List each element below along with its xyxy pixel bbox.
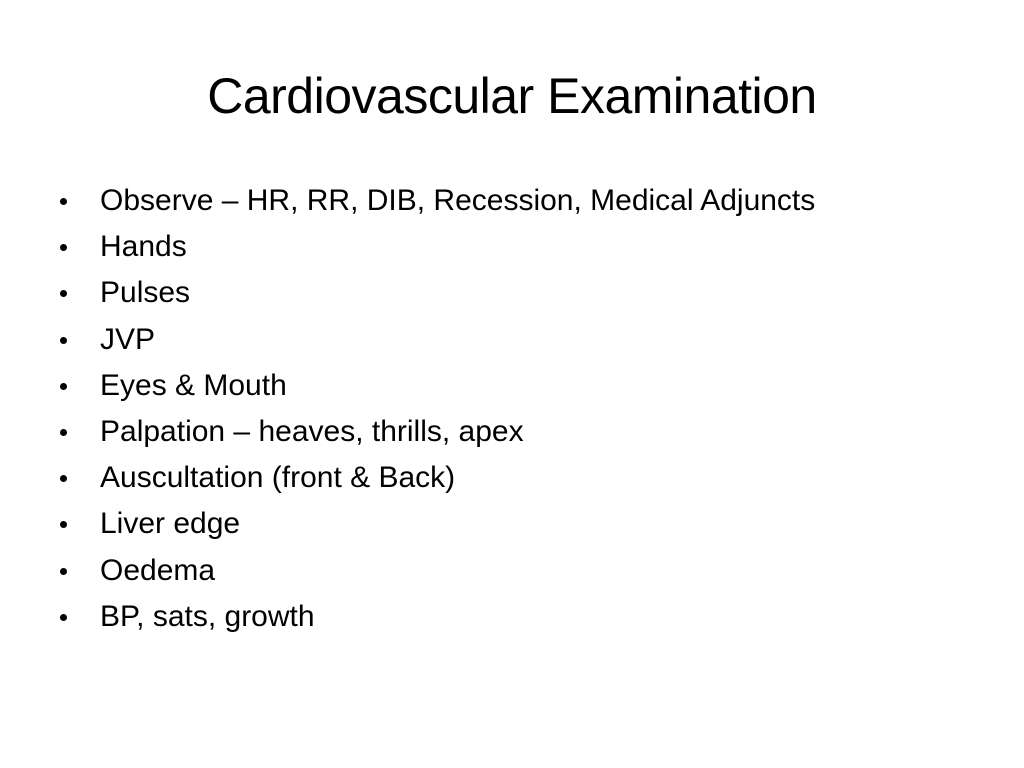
bullet-icon (60, 337, 67, 344)
bullet-item (56, 270, 996, 316)
bullet-text: Hands (100, 230, 187, 264)
bullet-list (56, 178, 996, 640)
bullet-text: JVP (100, 322, 156, 356)
bullet-icon (60, 290, 67, 297)
bullet-icon (60, 475, 67, 482)
bullet-icon (60, 568, 67, 575)
bullet-icon (60, 429, 67, 436)
bullet-item (56, 317, 996, 363)
bullet-text: Eyes & Mouth (100, 368, 287, 402)
bullet-item (56, 409, 996, 455)
bullet-icon (60, 614, 67, 621)
bullet-item (56, 224, 996, 270)
bullet-item (56, 548, 996, 594)
bullet-item (56, 594, 996, 640)
bullet-text: Auscultation (front & Back) (100, 461, 456, 495)
bullet-text: BP, sats, growth (100, 599, 315, 633)
slide-title: Cardiovascular Examination (207, 68, 817, 124)
bullet-item (56, 178, 996, 224)
bullet-text: Pulses (100, 276, 191, 310)
bullet-item (56, 455, 996, 501)
bullet-text: Liver edge (100, 507, 241, 541)
bullet-icon (60, 198, 67, 205)
bullet-icon (60, 521, 67, 528)
bullet-item (56, 501, 996, 547)
bullet-text: Palpation – heaves, thrills, apex (100, 414, 524, 448)
bullet-icon (60, 383, 67, 390)
bullet-text: Observe – HR, RR, DIB, Recession, Medical Adjuncts (100, 184, 816, 217)
bullet-text: Oedema (100, 553, 216, 587)
bullet-icon (60, 244, 67, 251)
bullet-item (56, 363, 996, 409)
